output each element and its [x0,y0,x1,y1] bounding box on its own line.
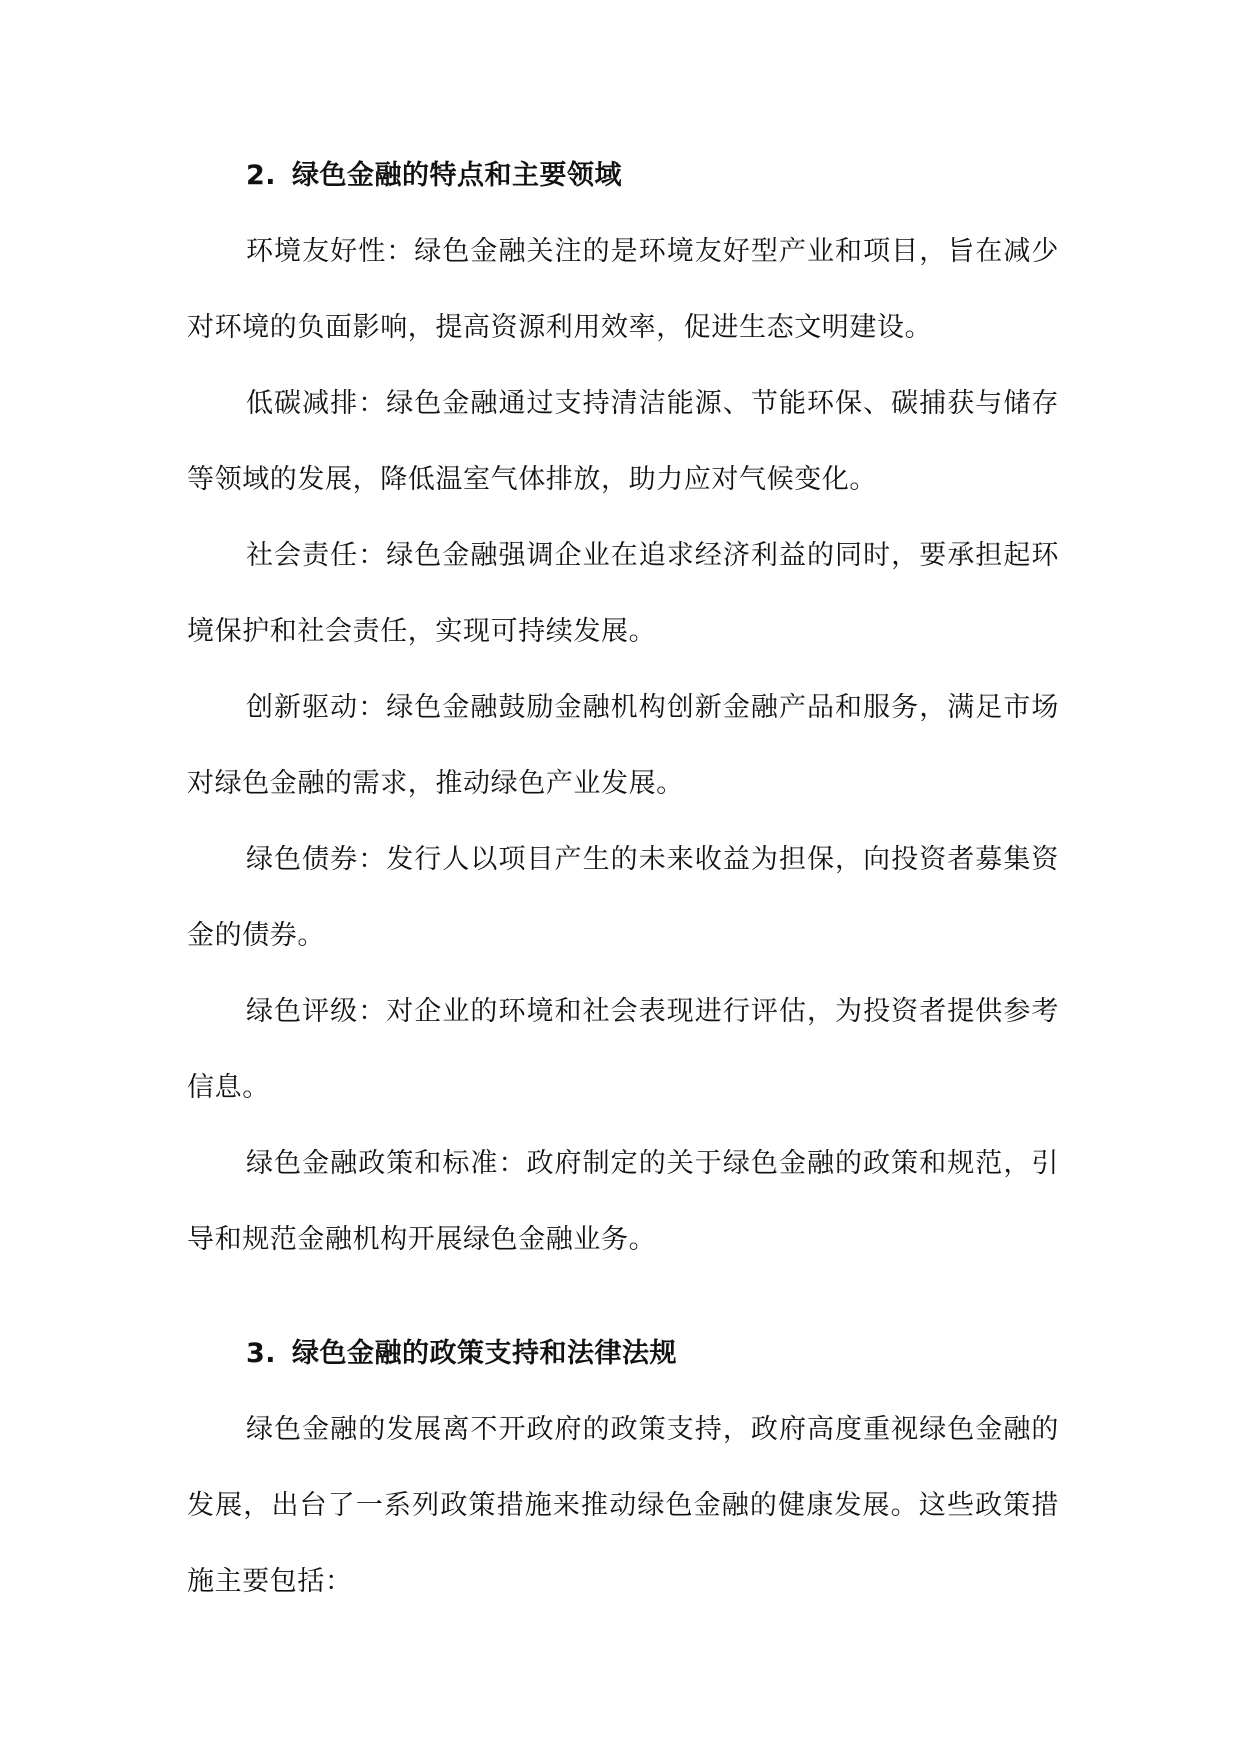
section-3-title: 绿色金融的政策支持和法律法规 [292,1338,678,1369]
paragraph-innovation: 创新驱动：绿色金融鼓励金融机构创新金融产品和服务，满足市场对绿色金融的需求，推动绿色产业发展。 [187,692,1059,799]
section-2-title: 绿色金融的特点和主要领域 [292,160,623,191]
paragraph-policy-standards: 绿色金融政策和标准：政府制定的关于绿色金融的政策和规范，引导和规范金融机构开展绿色金融业务。 [187,1148,1059,1255]
section-spacer [187,1278,1059,1316]
paragraph-policy-support: 绿色金融的发展离不开政府的政策支持，政府高度重视绿色金融的发展，出台了一系列政策措施来推动绿色金融的健康发展。这些政策措施主要包括： [187,1414,1059,1597]
section-2-number: 2. [246,160,277,191]
paragraph-social-responsibility: 社会责任：绿色金融强调企业在追求经济利益的同时，要承担起环境保护和社会责任，实现可持续发展。 [187,540,1059,647]
paragraph-environment-friendly: 环境友好性：绿色金融关注的是环境友好型产业和项目，旨在减少对环境的负面影响，提高资源利用效率，促进生态文明建设。 [187,236,1059,343]
paragraph-green-bonds: 绿色债券：发行人以项目产生的未来收益为担保，向投资者募集资金的债券。 [187,844,1059,951]
section-3-heading [187,1316,1059,1392]
section-3-number: 3. [246,1338,277,1369]
paragraph-green-rating: 绿色评级：对企业的环境和社会表现进行评估，为投资者提供参考信息。 [187,996,1059,1103]
section-2-heading [187,138,1059,214]
paragraph-low-carbon: 低碳减排：绿色金融通过支持清洁能源、节能环保、碳捕获与储存等领域的发展，降低温室气体排放，助力应对气候变化。 [187,388,1059,495]
document-body [187,138,1059,1620]
